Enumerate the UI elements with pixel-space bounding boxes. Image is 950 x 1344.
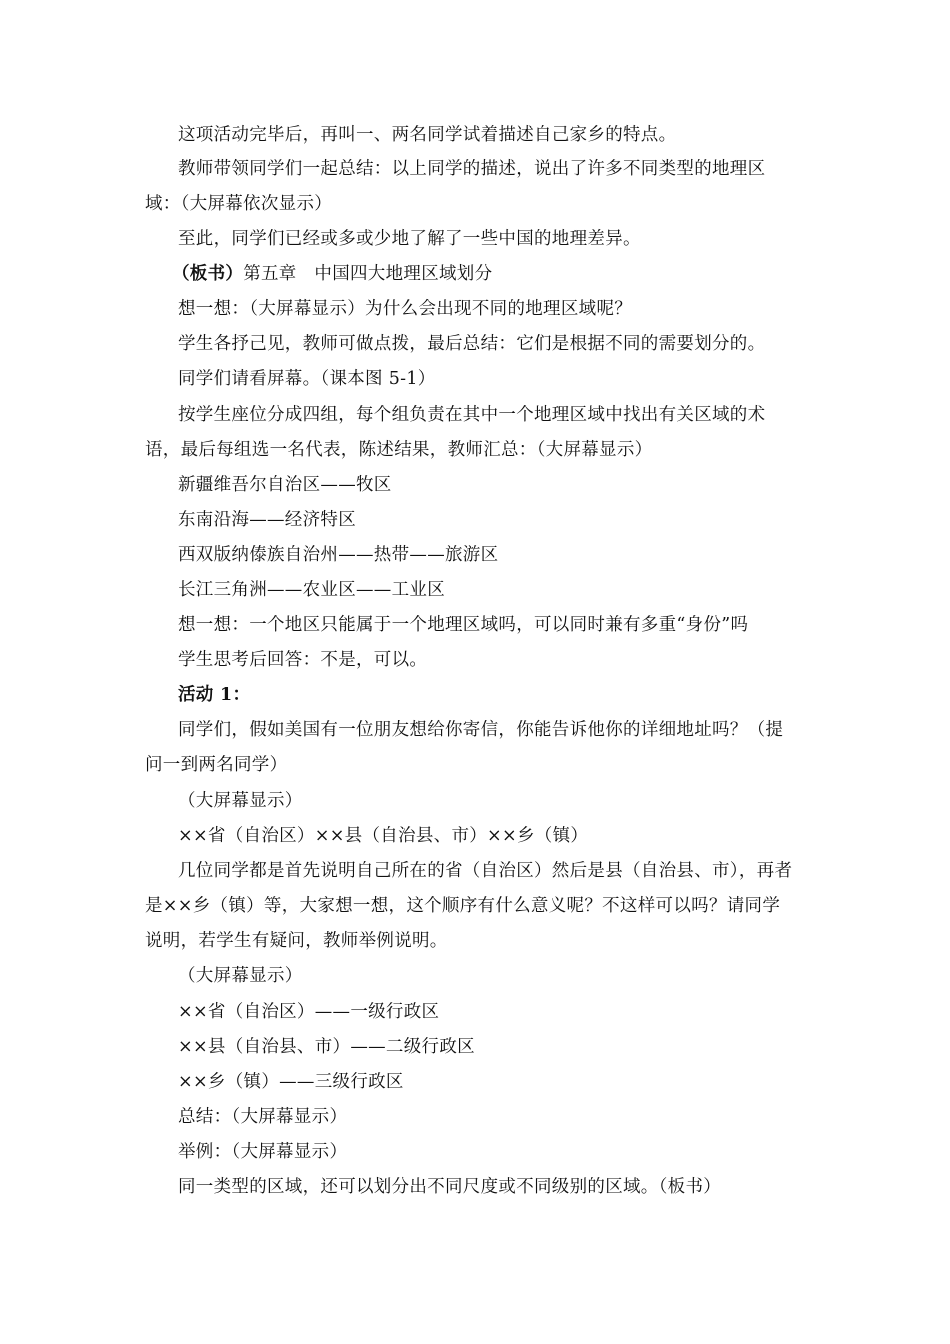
board-heading-lead: （板书） [172, 264, 244, 284]
paragraph-22-line-1: ××县（自治县、市）——二级行政区 [178, 1037, 475, 1057]
paragraph-2-line-1: 教师带领同学们一起总结：以上同学的描述，说出了许多不同类型的地理区 [178, 159, 766, 179]
paragraph-13-line-1: 想一想：一个地区只能属于一个地理区域吗，可以同时兼有多重“身份”吗 [178, 615, 749, 635]
paragraph-18-line-1: ××省（自治区）××县（自治县、市）××乡（镇） [178, 826, 589, 846]
paragraph-23-line-1: ××乡（镇）——三级行政区 [178, 1072, 404, 1092]
paragraph-2-line-2: 域：（大屏幕依次显示） [145, 194, 333, 214]
paragraph-10-line-1: 东南沿海——经济特区 [178, 510, 356, 530]
paragraph-7-line-1: 同学们请看屏幕。（课本图 5-1） [178, 369, 436, 389]
paragraph-24-line-1: 总结：（大屏幕显示） [178, 1107, 348, 1127]
paragraph-14-line-1: 学生思考后回答：不是，可以。 [178, 650, 428, 670]
paragraph-20-line-1: （大屏幕显示） [178, 966, 303, 986]
paragraph-8-line-2: 语，最后每组选一名代表，陈述结果，教师汇总：（大屏幕显示） [145, 440, 653, 460]
paragraph-9-line-1: 新疆维吾尔自治区——牧区 [178, 475, 392, 495]
paragraph-11-line-1: 西双版纳傣族自治州——热带——旅游区 [178, 545, 499, 565]
paragraph-19-line-1: 几位同学都是首先说明自己所在的省（自治区）然后是县（自治县、市），再者 [178, 861, 793, 881]
paragraph-16-line-2: 问一到两名同学） [145, 755, 288, 775]
activity-heading: 活动 1： [178, 685, 251, 705]
paragraph-19-line-3: 说明，若学生有疑问，教师举例说明。 [145, 931, 448, 951]
paragraph-19-line-2: 是××乡（镇）等，大家想一想，这个顺序有什么意义呢？不这样可以吗？请同学 [145, 896, 781, 916]
board-heading [172, 262, 492, 286]
paragraph-1-line-1: 这项活动完毕后，再叫一、两名同学试着描述自己家乡的特点。 [178, 125, 677, 145]
paragraph-16-line-1: 同学们，假如美国有一位朋友想给你寄信，你能告诉他你的详细地址吗？（提 [178, 720, 784, 740]
paragraph-8-line-1: 按学生座位分成四组，每个组负责在其中一个地理区域中找出有关区域的术 [178, 405, 766, 425]
paragraph-5-line-1: 想一想：（大屏幕显示）为什么会出现不同的地理区域呢？ [178, 299, 633, 319]
paragraph-3-line-1: 至此，同学们已经或多或少地了解了一些中国的地理差异。 [178, 229, 641, 249]
paragraph-26-line-1: 同一类型的区域，还可以划分出不同尺度或不同级别的区域。（板书） [178, 1177, 722, 1197]
paragraph-17-line-1: （大屏幕显示） [178, 791, 303, 811]
board-heading-chapter: 第五章 中国四大地理区域划分 [243, 264, 493, 284]
paragraph-6-line-1: 学生各抒己见，教师可做点拨，最后总结：它们是根据不同的需要划分的。 [178, 334, 766, 354]
paragraph-25-line-1: 举例：（大屏幕显示） [178, 1142, 348, 1162]
paragraph-21-line-1: ××省（自治区）——一级行政区 [178, 1002, 440, 1022]
paragraph-12-line-1: 长江三角洲——农业区——工业区 [178, 580, 445, 600]
